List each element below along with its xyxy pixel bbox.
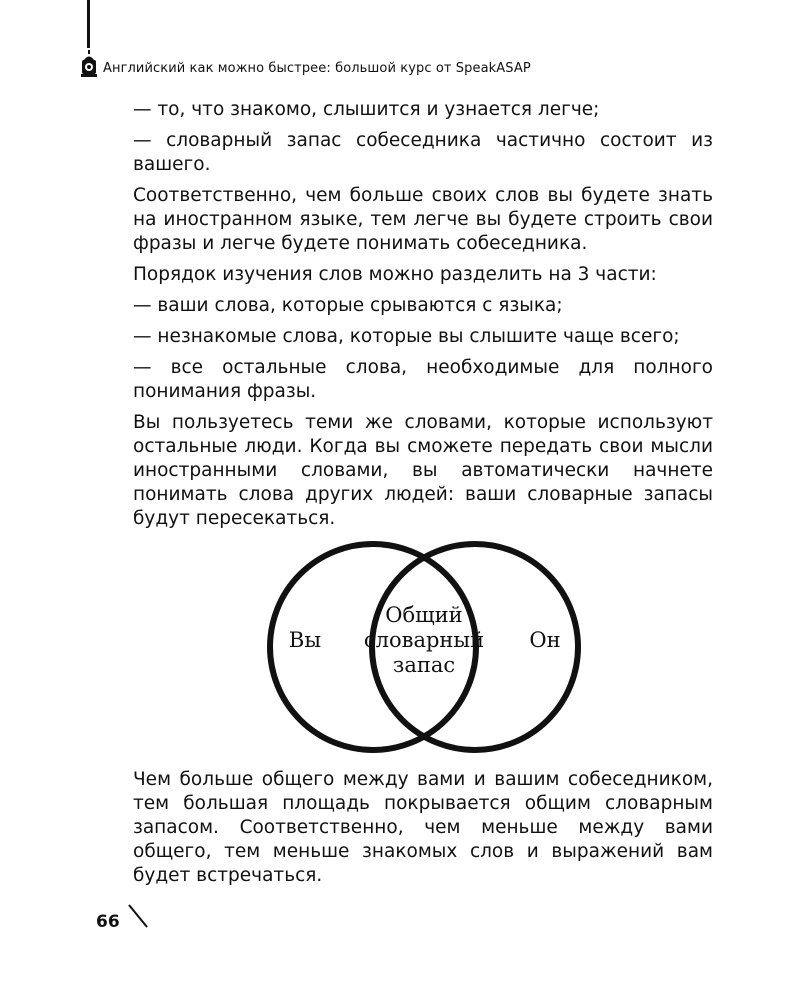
venn-label-right: Он	[529, 628, 561, 652]
venn-label-center-1: Общий	[385, 603, 463, 627]
paragraph: Чем больше общего между вами и вашим собеседником, тем большая площадь покрывается общим словарным запасом. Соответственно, чем меньше между вами общего, тем меньше знакомых слов и выражений вам будет встречаться.	[133, 769, 713, 886]
venn-label-left: Вы	[288, 628, 322, 652]
venn-label-center-2: словарный	[363, 628, 485, 652]
paragraph: — незнакомые слова, которые вы слышите чаще всего;	[133, 326, 680, 347]
page-number: 66	[96, 912, 120, 932]
paragraph: Порядок изучения слов можно разделить на 3 части:	[133, 264, 657, 285]
robot-icon	[79, 50, 99, 78]
venn-diagram	[255, 540, 595, 755]
paragraph: — то, что знакомо, слышится и узнается легче;	[133, 99, 600, 120]
page-slash-decoration	[128, 904, 148, 928]
paragraph: — словарный запас собеседника частично состоит из вашего.	[133, 130, 713, 175]
paragraph: Соответственно, чем больше своих слов вы будете знать на иностранном языке, тем легче вы будете строить свои фразы и легче будете понимать собеседника.	[133, 185, 713, 254]
header-rule	[87, 0, 90, 48]
venn-label-center-3: запас	[392, 653, 456, 677]
paragraph: — все остальные слова, необходимые для полного понимания фразы.	[133, 357, 713, 402]
text-block-before	[133, 98, 713, 538]
running-head: Английский как можно быстрее: большой курс от SpeakASAP	[103, 61, 531, 76]
paragraph: Вы пользуетесь теми же словами, которые используют остальные люди. Когда вы сможете передать свои мысли иностранными словами, вы автоматически начнете понимать слова других людей: ваши словарные запасы будут пересекаться.	[133, 412, 713, 529]
paragraph: — ваши слова, которые срываются с языка;	[133, 295, 563, 316]
text-block-after	[133, 768, 713, 895]
